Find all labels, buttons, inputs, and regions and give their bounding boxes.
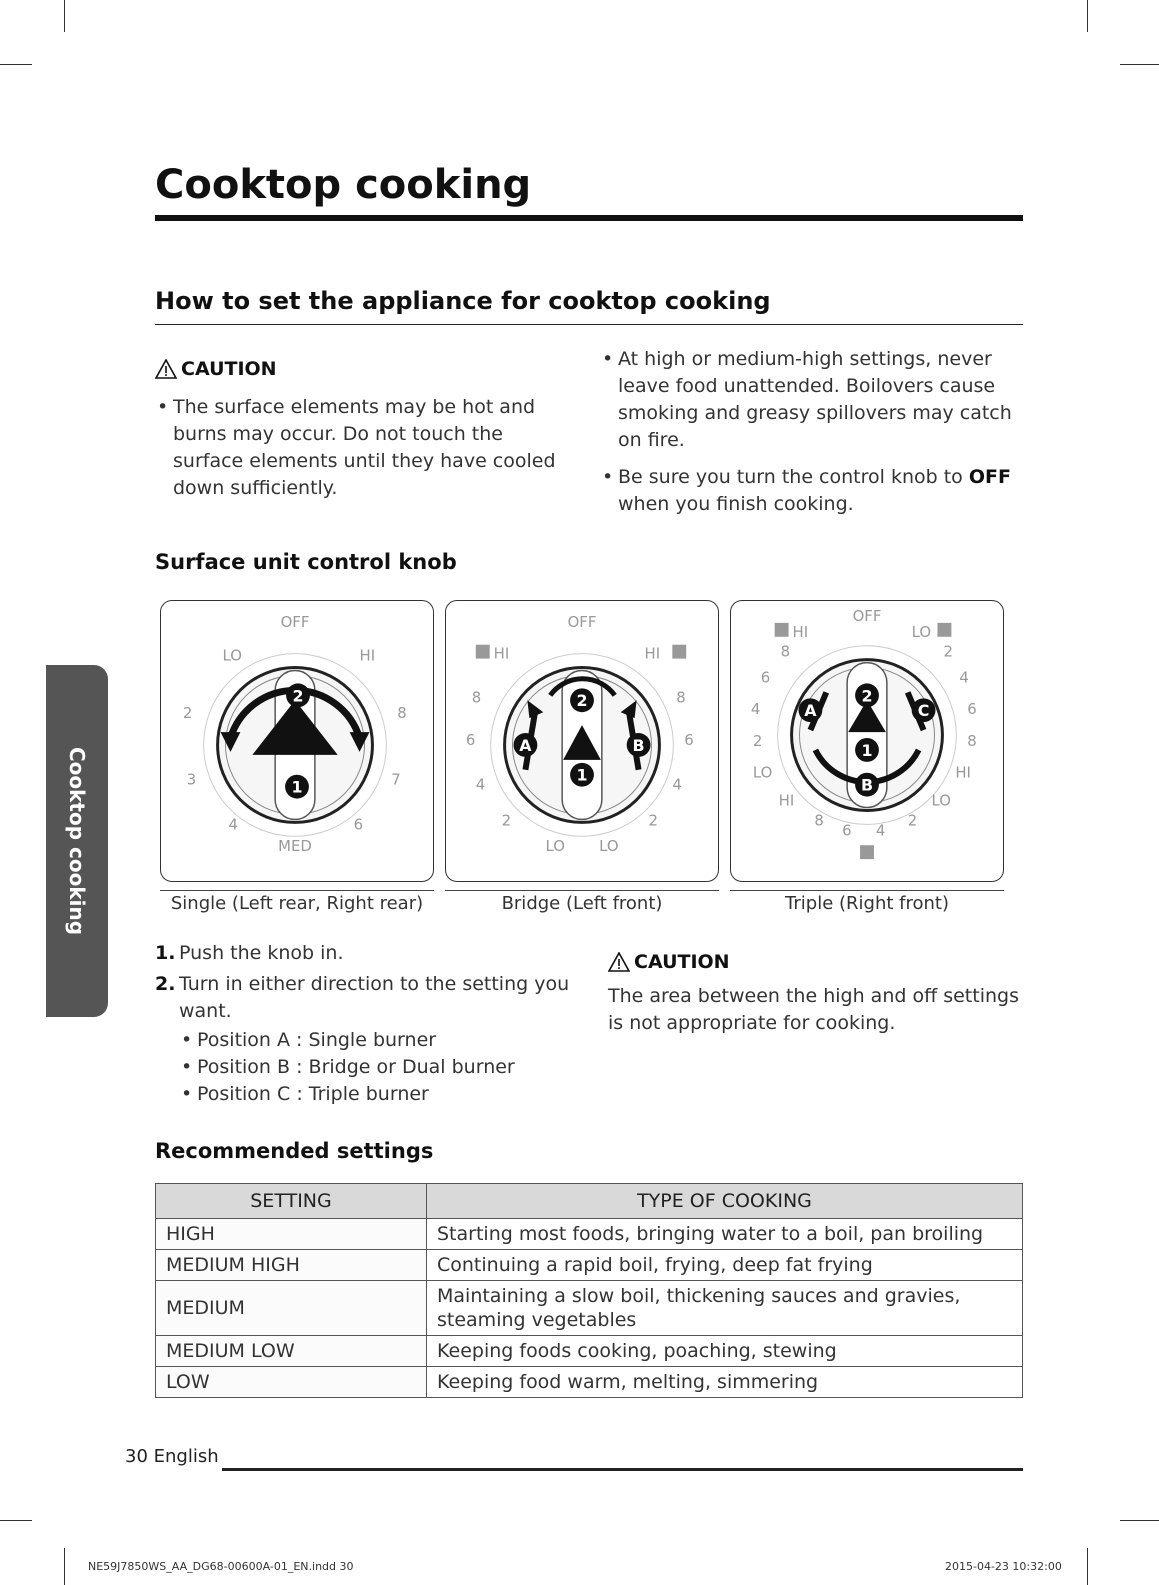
svg-text:2: 2 [752,731,763,750]
table-row: HIGH Starting most foods, bringing water to a boil, pan broiling [156,1219,1023,1250]
svg-text:LO: LO [931,791,951,810]
svg-text:LO: LO [911,622,932,641]
svg-text:HI: HI [778,791,795,810]
crop-mark [1087,1548,1088,1585]
svg-text:LO: LO [545,837,565,856]
caution-top [155,358,575,502]
svg-text:HI: HI [644,644,661,663]
crop-mark [1087,0,1088,32]
svg-text:8: 8 [814,811,824,830]
table-row: MEDIUM Maintaining a slow boil, thickening sauces and gravies, steaming vegetables [156,1281,1023,1336]
header-setting: SETTING [156,1184,427,1219]
steps-list [155,940,575,1112]
svg-text:6: 6 [842,821,852,840]
caution-text: The area between the high and off settings is not appropriate for cooking. [608,985,1019,1034]
caution-right [600,346,1015,518]
caution-heading: CAUTION [608,951,1028,973]
header-type: TYPE OF COOKING [427,1184,1023,1219]
svg-text:A: A [519,735,532,755]
svg-text:8: 8 [676,688,686,707]
svg-text:8: 8 [471,688,482,707]
crop-mark [0,64,32,65]
list-item: • Position C : Triple burner [179,1081,575,1108]
table-row: LOW Keeping food warm, melting, simmering [156,1367,1023,1398]
section-rule [155,324,1023,325]
svg-text:LO: LO [752,763,773,782]
svg-text:C: C [917,701,930,721]
table-row: MEDIUM LOW Keeping foods cooking, poaching, stewing [156,1336,1023,1367]
slug-left: NE59J7850WS_AA_DG68-00600A-01_EN.indd 30 [88,1560,354,1573]
svg-text:2: 2 [943,642,953,661]
svg-text:HI: HI [792,622,809,641]
svg-text:4: 4 [750,700,761,719]
svg-text:OFF: OFF [567,612,597,631]
crop-mark [0,1520,32,1521]
caption-single: Single (Left rear, Right rear) [160,890,434,914]
svg-text:B: B [632,735,645,755]
off-keyword: OFF [968,466,1011,488]
crop-mark [1120,1520,1159,1521]
svg-text:A: A [804,701,817,721]
label-hi: HI [359,646,376,665]
label-8: 8 [397,704,407,723]
knob-diagram-bridge [445,600,719,882]
svg-text:4: 4 [959,668,969,687]
page-number: 30 English [125,1446,219,1467]
list-item: • Position B : Bridge or Dual burner [179,1054,575,1081]
label-med: MED [278,837,312,856]
svg-text:2: 2 [648,811,658,830]
knob-single-svg [161,601,433,881]
knob-bridge-svg [446,601,718,881]
footer-rule [222,1468,1023,1471]
svg-text:HI: HI [955,763,971,782]
warning-icon [155,359,177,379]
list-item: • At high or medium-high settings, never leave food unattended. Boilovers cause smoking and greasy spillovers may catch on fire. [600,346,1015,454]
side-tab [46,665,108,1017]
caution-right-list [600,346,1015,518]
positions-list [179,1027,575,1108]
label-lo: LO [222,646,243,665]
label-6: 6 [353,815,364,834]
knob-section-title: Surface unit control knob [155,550,457,574]
title-rule [155,215,1023,221]
svg-text:4: 4 [475,775,486,794]
caption-triple: Triple (Right front) [730,890,1004,914]
recommended-table [155,1183,1023,1398]
svg-text:2: 2 [861,686,873,706]
crop-mark [64,1548,65,1585]
svg-text:6: 6 [465,730,476,749]
svg-text:1: 1 [576,765,588,785]
crop-mark [1120,64,1159,65]
marker-1: 1 [291,777,303,797]
svg-text:2: 2 [907,811,918,830]
label-7: 7 [391,770,401,789]
svg-text:6: 6 [760,668,771,687]
svg-text:6: 6 [967,700,977,719]
crop-mark [64,0,65,32]
caution-left-list [155,394,575,502]
svg-text:OFF: OFF [852,606,882,625]
svg-text:1: 1 [861,740,873,760]
knob-diagram-single [160,600,434,882]
side-tab-label: Cooktop cooking [65,746,89,936]
svg-text:2: 2 [501,811,512,830]
label-3: 3 [186,770,197,789]
step-item: 1. Push the knob in. [155,942,344,964]
label-off: OFF [280,612,310,631]
warning-icon [608,952,630,972]
caution-bottom [608,951,1028,1037]
marker-2: 2 [292,686,304,706]
svg-text:LO: LO [599,837,619,856]
svg-text:2: 2 [576,691,588,711]
knob-diagram-triple [730,600,1004,882]
list-item: • Position A : Single burner [179,1027,575,1054]
svg-text:4: 4 [672,775,682,794]
svg-text:8: 8 [967,731,977,750]
svg-text:6: 6 [684,730,694,749]
recommended-title: Recommended settings [155,1139,434,1163]
list-item: • The surface elements may be hot and burns may occur. Do not touch the surface elements until they have cooled down sufficiently. [155,394,575,502]
section-title: How to set the appliance for cooktop cooking [155,287,771,315]
svg-text:B: B [860,775,874,795]
table-row: MEDIUM HIGH Continuing a rapid boil, frying, deep fat frying [156,1250,1023,1281]
slug-right: 2015-04-23 10:32:00 [945,1560,1062,1573]
label-4: 4 [228,815,238,834]
page-title: Cooktop cooking [155,162,532,208]
knob-triple-svg [731,601,1003,881]
svg-text:8: 8 [780,642,791,661]
step-item: 2. Turn in either direction to the setting you want. • Position A : Single burner • Position B : Bridge or Dual burner • Position C : Triple burner [155,971,575,1108]
list-item: • Be sure you turn the control knob to OFF when you finish cooking. [600,464,1015,518]
caution-heading: CAUTION [155,358,575,380]
svg-text:HI: HI [493,644,510,663]
svg-text:4: 4 [875,821,886,840]
label-2: 2 [182,704,193,723]
caption-bridge: Bridge (Left front) [445,890,719,914]
table-header-row [156,1184,1023,1219]
